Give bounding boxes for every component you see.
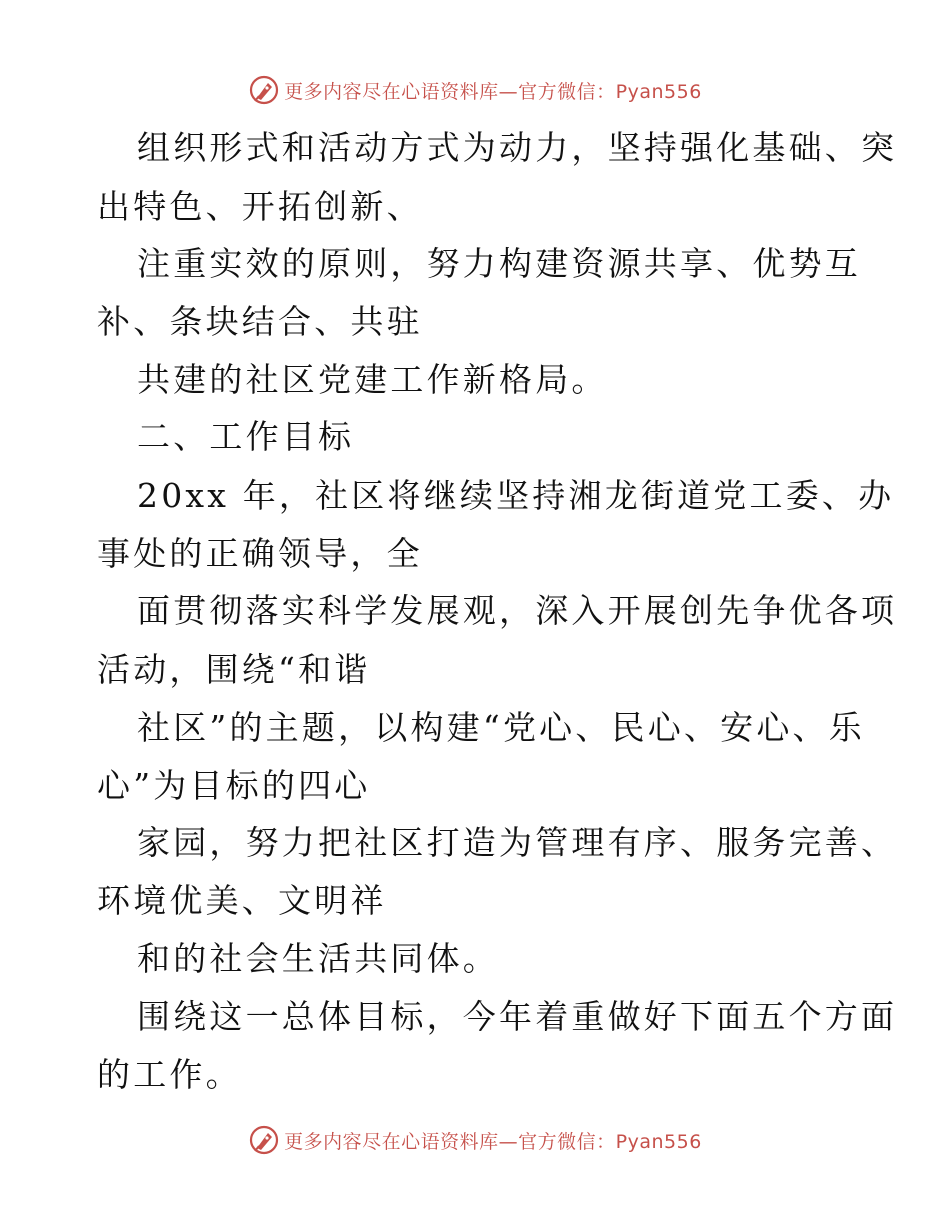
body-line: 组织形式和活动方式为动力，坚持强化基础、突 bbox=[137, 128, 898, 167]
body-line: 面贯彻落实科学发展观，深入开展创先争优各项 bbox=[137, 591, 898, 630]
body-line: 和的社会生活共同体。 bbox=[137, 939, 499, 978]
body-line: 家园，努力把社区打造为管理有序、服务完善、 bbox=[137, 823, 898, 862]
body-line: 围绕这一总体目标，今年着重做好下面五个方面 bbox=[137, 997, 898, 1036]
body-line: 的工作。 bbox=[97, 1055, 242, 1094]
header-banner-text: 更多内容尽在心语资料库—官方微信：Pyan556 bbox=[284, 80, 702, 103]
pen-nib-logo-icon bbox=[248, 74, 280, 106]
body-line: 环境优美、文明祥 bbox=[97, 881, 387, 920]
body-line: 注重实效的原则，努力构建资源共享、优势互 bbox=[137, 244, 861, 283]
body-line: 出特色、开拓创新、 bbox=[97, 187, 423, 226]
header-banner bbox=[0, 70, 950, 110]
body-line: 事处的正确领导，全 bbox=[97, 534, 423, 573]
body-line: 活动，围绕“和谐 bbox=[97, 650, 371, 689]
body-line: 共建的社区党建工作新格局。 bbox=[137, 360, 608, 399]
body-line: 补、条块结合、共驻 bbox=[97, 302, 423, 341]
footer-banner bbox=[0, 1120, 950, 1160]
body-line: 心”为目标的四心 bbox=[97, 766, 371, 805]
footer-banner-text: 更多内容尽在心语资料库—官方微信：Pyan556 bbox=[284, 1130, 702, 1153]
body-line: 社区”的主题，以构建“党心、民心、安心、乐 bbox=[137, 708, 865, 747]
section-heading: 二、工作目标 bbox=[137, 417, 355, 456]
body-line: 20xx 年，社区将继续坚持湘龙街道党工委、办 bbox=[137, 476, 895, 515]
pen-nib-logo-icon bbox=[248, 1124, 280, 1156]
